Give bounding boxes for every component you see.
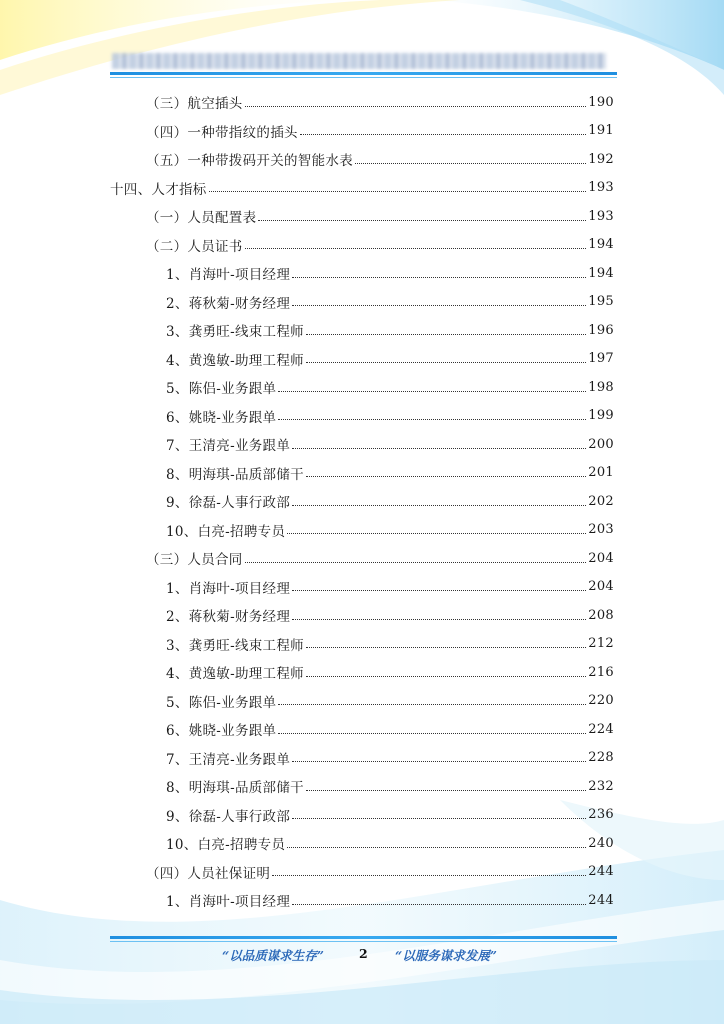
toc-leader-dots — [355, 163, 586, 164]
toc-entry-label: 1、肖海叶-项目经理 — [166, 267, 291, 283]
toc-entry[interactable] — [166, 829, 614, 857]
toc-entry-label: 8、明海琪-品质部储干 — [166, 466, 304, 483]
toc-entry[interactable] — [166, 345, 614, 373]
toc-entry[interactable] — [166, 801, 614, 829]
toc-entry-label: 5、陈侣-业务跟单 — [166, 694, 277, 711]
toc-entry-label: 9、徐磊-人事行政部 — [166, 495, 291, 511]
toc-leader-dots — [287, 847, 586, 848]
page-footer — [110, 944, 617, 964]
toc-leader-dots — [209, 191, 587, 192]
toc-entry-label: 1、肖海叶-项目经理 — [166, 580, 291, 597]
toc-entry[interactable] — [166, 373, 614, 401]
footer-rule — [110, 936, 617, 939]
toc-entry[interactable] — [146, 231, 614, 259]
toc-entry-page: 204 — [588, 579, 614, 594]
toc-entry-page: 195 — [588, 294, 614, 309]
toc-entry[interactable] — [166, 687, 614, 715]
toc-entry-label: 2、蒋秋菊-财务经理 — [166, 295, 291, 312]
toc-leader-dots — [258, 220, 586, 221]
toc-entry-page: 197 — [588, 351, 614, 366]
toc-entry[interactable] — [166, 316, 614, 344]
toc-entry-page: 191 — [588, 123, 614, 138]
toc-entry[interactable] — [166, 516, 614, 544]
blurred-header-text — [112, 53, 606, 69]
toc-entry-page: 200 — [588, 436, 614, 452]
toc-entry-page: 236 — [588, 807, 614, 822]
footer-slogan-right: “以服务谋求发展” — [395, 948, 497, 963]
toc-leader-dots — [292, 448, 586, 449]
footer-slogan-left: “以品质谋求生存” — [222, 948, 324, 963]
toc-leader-dots — [306, 676, 586, 677]
toc-entry[interactable] — [166, 744, 614, 772]
toc-entry[interactable] — [166, 430, 614, 458]
toc-entry-page: 193 — [588, 180, 614, 195]
toc-leader-dots — [278, 419, 586, 420]
toc-entry-label: 10、白亮-招聘专员 — [166, 837, 286, 853]
page-number: 2 — [359, 946, 368, 961]
toc-entry[interactable] — [166, 402, 614, 430]
toc-leader-dots — [300, 134, 586, 135]
toc-entry-label: （三）航空插头 — [146, 96, 243, 112]
toc-leader-dots — [292, 505, 586, 506]
toc-entry-label: 1、肖海叶-项目经理 — [166, 894, 291, 910]
toc-leader-dots — [292, 761, 586, 762]
toc-entry-page: 212 — [588, 636, 614, 651]
toc-entry-label: 6、姚晓-业务跟单 — [166, 409, 277, 426]
toc-entry-page: 220 — [588, 693, 614, 708]
toc-entry-page: 224 — [588, 721, 614, 737]
toc-entry[interactable] — [166, 459, 614, 487]
toc-entry[interactable] — [146, 858, 614, 886]
toc-entry[interactable] — [110, 174, 614, 202]
toc-leader-dots — [245, 106, 587, 107]
toc-entry-page: 198 — [588, 379, 614, 395]
toc-entry-page: 204 — [588, 550, 614, 566]
toc-entry[interactable] — [166, 658, 614, 686]
toc-entry-label: 8、明海琪-品质部储干 — [166, 780, 304, 796]
toc-entry-page: 240 — [588, 835, 614, 851]
toc-leader-dots — [245, 248, 587, 249]
toc-entry-page: 232 — [588, 778, 614, 794]
toc-entry-page: 244 — [588, 892, 614, 908]
toc-leader-dots — [292, 305, 586, 306]
toc-entry-page: 192 — [588, 151, 614, 167]
toc-entry[interactable] — [146, 117, 614, 145]
toc-entry-page: 199 — [588, 408, 614, 423]
toc-entry-page: 203 — [588, 522, 614, 537]
toc-entry-page: 194 — [588, 237, 614, 252]
toc-entry[interactable] — [166, 259, 614, 287]
toc-entry-label: 3、龚勇旺-线束工程师 — [166, 637, 304, 654]
toc-entry-page: 201 — [588, 465, 614, 480]
toc-leader-dots — [272, 875, 586, 876]
toc-leader-dots — [292, 590, 586, 591]
toc-entry[interactable] — [166, 601, 614, 629]
toc-entry-label: （四）一种带指纹的插头 — [146, 124, 298, 141]
toc-leader-dots — [278, 391, 586, 392]
toc-leader-dots — [292, 619, 586, 620]
toc-leader-dots — [292, 277, 586, 278]
toc-entry[interactable] — [146, 202, 614, 230]
toc-entry-page: 196 — [588, 322, 614, 338]
toc-entry-label: （一）人员配置表 — [146, 210, 257, 226]
toc-entry-label: 7、王清亮-业务跟单 — [166, 751, 291, 768]
toc-entry-page: 216 — [588, 664, 614, 680]
toc-leader-dots — [306, 790, 586, 791]
toc-entry-label: 9、徐磊-人事行政部 — [166, 808, 291, 825]
toc-entry-label: （五）一种带拨码开关的智能水表 — [146, 153, 353, 169]
toc-entry-label: 4、黄逸敏-助理工程师 — [166, 666, 304, 682]
toc-leader-dots — [287, 533, 586, 534]
toc-entry-page: 202 — [588, 493, 614, 509]
toc-entry-page: 193 — [588, 208, 614, 224]
toc-entry-page: 194 — [588, 265, 614, 281]
toc-entry[interactable] — [166, 886, 614, 914]
toc-entry-page: 228 — [588, 750, 614, 765]
toc-entry[interactable] — [166, 630, 614, 658]
toc-leader-dots — [306, 647, 586, 648]
header-rule-thin — [110, 77, 617, 78]
toc-leader-dots — [292, 904, 586, 905]
toc-leader-dots — [306, 476, 586, 477]
toc-entry[interactable] — [166, 715, 614, 743]
header-rule — [110, 72, 617, 75]
toc-entry-label: 7、王清亮-业务跟单 — [166, 438, 291, 454]
toc-leader-dots — [306, 362, 586, 363]
toc-entry-label: 3、龚勇旺-线束工程师 — [166, 324, 304, 340]
toc-entry-label: 6、姚晓-业务跟单 — [166, 723, 277, 739]
toc-leader-dots — [278, 733, 586, 734]
toc-entry-label: 2、蒋秋菊-财务经理 — [166, 609, 291, 625]
toc-leader-dots — [306, 334, 586, 335]
toc-leader-dots — [292, 818, 586, 819]
toc-entry[interactable] — [166, 487, 614, 515]
footer-rule-thin — [110, 941, 617, 942]
toc-entry-label: （三）人员合同 — [146, 552, 243, 568]
toc-entry-label: 5、陈侣-业务跟单 — [166, 381, 277, 397]
toc-entry[interactable] — [146, 145, 614, 173]
toc-entry[interactable] — [166, 772, 614, 800]
toc-entry[interactable] — [146, 88, 614, 116]
toc-entry[interactable] — [166, 573, 614, 601]
toc-leader-dots — [245, 562, 587, 563]
toc-entry-page: 190 — [588, 94, 614, 110]
toc-entry-label: （四）人员社保证明 — [146, 865, 271, 882]
toc-entry-label: 十四、人才指标 — [110, 181, 207, 198]
toc-entry[interactable] — [146, 544, 614, 572]
toc-leader-dots — [278, 704, 586, 705]
toc-entry-label: 4、黄逸敏-助理工程师 — [166, 352, 304, 369]
toc-entry[interactable] — [166, 288, 614, 316]
toc-entry-page: 208 — [588, 607, 614, 623]
toc-entry-page: 244 — [588, 864, 614, 879]
toc-entry-label: 10、白亮-招聘专员 — [166, 523, 286, 540]
toc-entry-label: （二）人员证书 — [146, 238, 243, 255]
